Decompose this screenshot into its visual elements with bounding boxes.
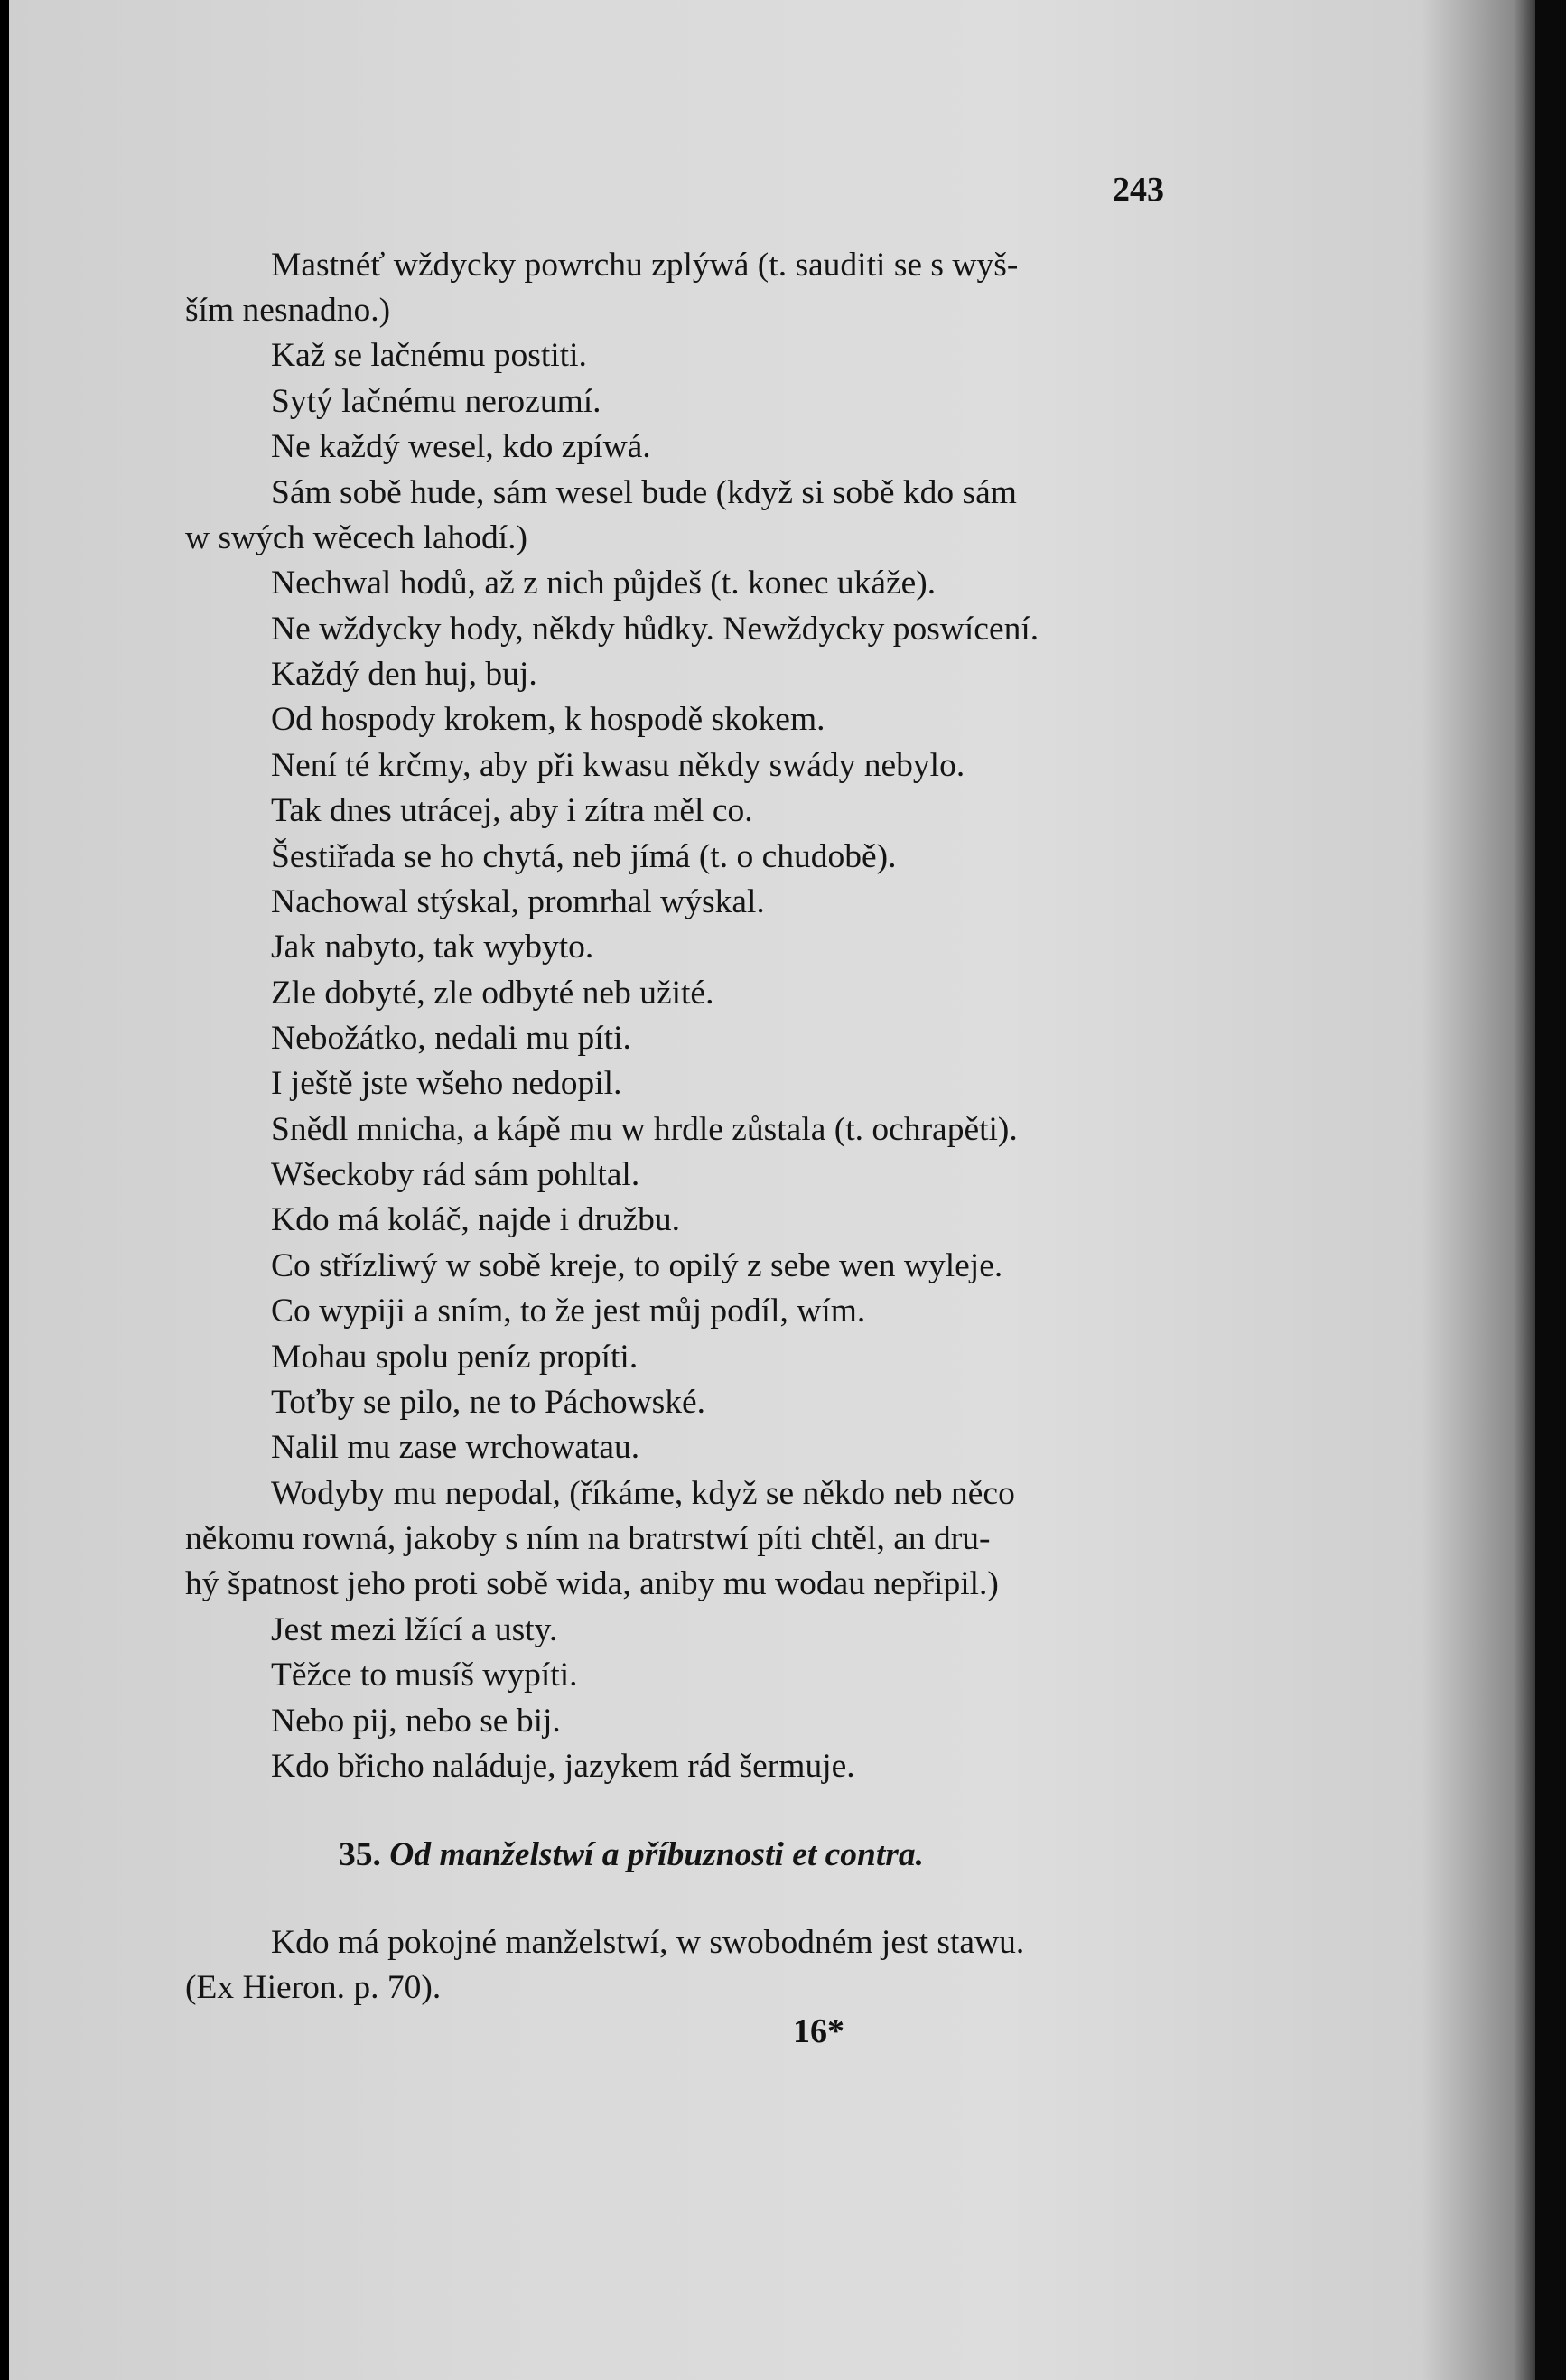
text-line: Toťby se pilo, ne to Páchowské.	[271, 1384, 706, 1421]
text-line: Jak nabyto, tak wybyto.	[271, 929, 594, 966]
text-line: Kdo má koláč, najde i družbu.	[271, 1201, 680, 1238]
text-line: Co wypiji a sním, to že jest můj podíl, wím.	[271, 1293, 866, 1330]
text-line: w swých wěcech lahodí.)	[185, 519, 528, 556]
text-line: Kdo břicho naláduje, jazykem rád šermuje.	[271, 1748, 855, 1785]
section-heading	[339, 1833, 924, 1878]
text-line: I ještě jste wšeho nedopil.	[271, 1065, 622, 1102]
text-line: Každý den huj, buj.	[271, 656, 537, 693]
text-line: Nachowal stýskal, promrhal wýskal.	[271, 883, 765, 920]
text-line: Šestiřada se ho chytá, neb jímá (t. o chudobě).	[271, 838, 897, 875]
text-line: Nebo pij, nebo se bij.	[271, 1703, 561, 1740]
text-line: někomu rowná, jakoby s ním na bratrstwí píti chtěl, an dru-	[185, 1520, 991, 1557]
scan-edge	[1535, 0, 1566, 2380]
text-line: Snědl mnicha, a kápě mu w hrdle zůstala (t. ochrapěti).	[271, 1111, 1018, 1148]
text-line: (Ex Hieron. p. 70).	[185, 1969, 442, 2006]
text-line: Mohau spolu peníz propíti.	[271, 1339, 639, 1376]
text-line: ším nesnadno.)	[185, 292, 391, 329]
text-line: Sám sobě hude, sám wesel bude (když si sobě kdo sám	[271, 474, 1017, 511]
text-line: Tak dnes utrácej, aby i zítra měl co.	[271, 792, 753, 829]
text-line: Wšeckoby rád sám pohltal.	[271, 1156, 640, 1193]
text-line: Wodyby mu nepodal, (říkáme, když se někdo neb něco	[271, 1475, 1015, 1512]
text-line: Těžce to musíš wypíti.	[271, 1657, 578, 1694]
section-number: 35.	[339, 1836, 381, 1873]
text-line: Co střízliwý w sobě kreje, to opilý z sebe wen wyleje.	[271, 1247, 1003, 1284]
text-line: Mastnéť wždycky powrchu zplýwá (t. sauditi se s wyš-	[271, 247, 1019, 284]
text-line: Nebožátko, nedali mu píti.	[271, 1020, 631, 1057]
text-line: Kaž se lačnému postiti.	[271, 337, 587, 374]
text-line: Není té krčmy, aby při kwasu někdy swády nebylo.	[271, 747, 965, 784]
text-line: Nalil mu zase wrchowatau.	[271, 1429, 640, 1466]
text-line: Kdo má pokojné manželstwí, w swobodném jest stawu.	[271, 1924, 1025, 1961]
text-line: Zle dobyté, zle odbyté neb užité.	[271, 975, 714, 1012]
text-line: Od hospody krokem, k hospodě skokem.	[271, 701, 825, 738]
signature-mark: 16*	[793, 2012, 844, 2050]
text-line: Ne wždycky hody, někdy hůdky. Newždycky poswícení.	[271, 611, 1039, 648]
text-line: Ne každý wesel, kdo zpíwá.	[271, 428, 651, 465]
text-line: Jest mezi lžící a usty.	[271, 1611, 558, 1648]
text-line: Sytý lačnému nerozumí.	[271, 383, 601, 420]
section-title: Od manželstwí a příbuznosti et contra.	[389, 1836, 925, 1873]
book-page	[9, 0, 1544, 2380]
text-line: Nechwal hodů, až z nich půjdeš (t. konec ukáže).	[271, 565, 937, 602]
text-line: hý špatnost jeho proti sobě wida, aniby mu wodau nepřipil.)	[185, 1565, 999, 1602]
page-number: 243	[1113, 171, 1164, 209]
